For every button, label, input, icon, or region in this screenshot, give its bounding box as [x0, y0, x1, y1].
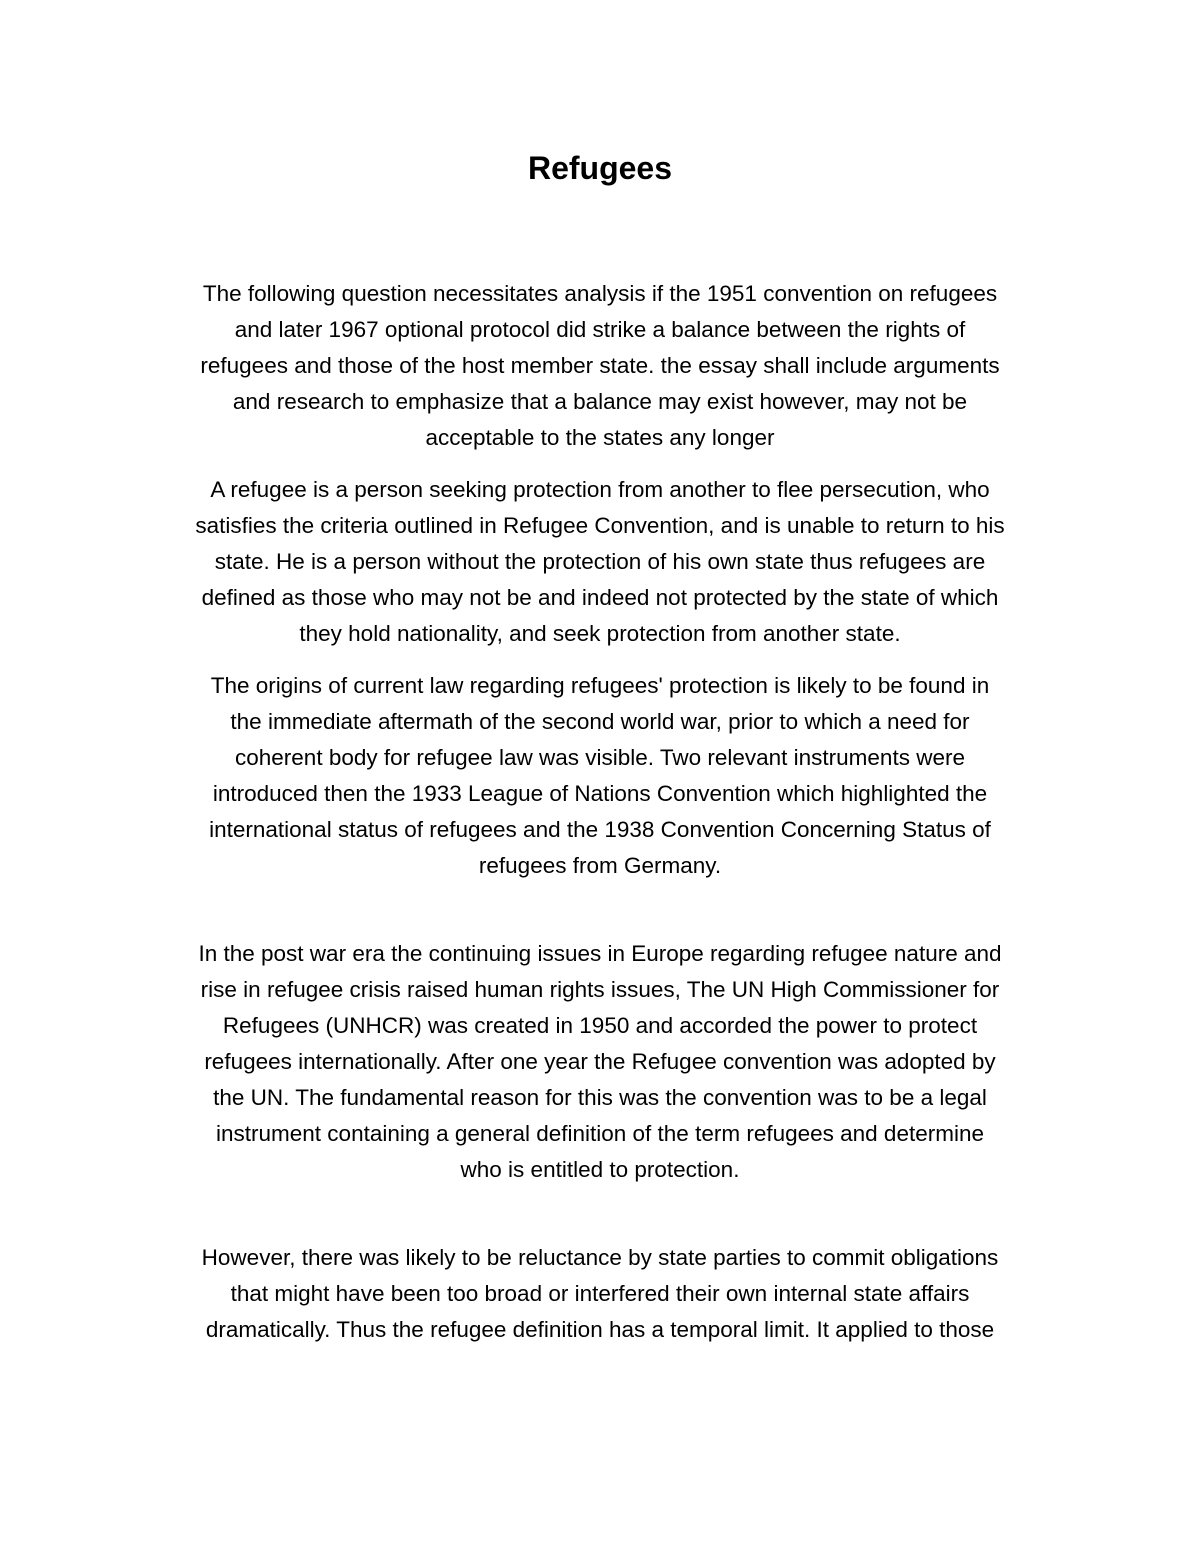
text-line: defined as those who may not be and indeed not protected by the state of which — [201, 585, 999, 610]
text-line: dramatically. Thus the refugee definition has a temporal limit. It applied to those — [205, 1317, 995, 1342]
text-line: the UN. The fundamental reason for this was the convention was to be a legal — [213, 1085, 987, 1110]
text-line: and research to emphasize that a balance may exist however, may not be — [232, 389, 968, 414]
text-line: state. He is a person without the protection of his own state thus refugees are — [214, 549, 986, 574]
text-line: instrument containing a general definition of the term refugees and determine — [216, 1121, 984, 1146]
text-line: A refugee is a person seeking protection from another to flee persecution, who — [210, 477, 990, 502]
text-line: rise in refugee crisis raised human rights issues, The UN High Commissioner for — [200, 977, 1000, 1002]
text-line: refugees from Germany. — [478, 853, 722, 878]
text-line: In the post war era the continuing issues in Europe regarding refugee nature and — [198, 941, 1002, 966]
text-line: who is entitled to protection. — [460, 1157, 740, 1182]
text-line: coherent body for refugee law was visible. Two relevant instruments were — [235, 745, 965, 770]
document-body — [140, 276, 1060, 1348]
text-line: introduced then the 1933 League of Nations Convention which highlighted the — [212, 781, 988, 806]
paragraph-post-war — [140, 936, 1060, 1188]
text-line: acceptable to the states any longer — [425, 425, 775, 450]
text-line: The origins of current law regarding refugees' protection is likely to be found in — [210, 673, 990, 698]
text-line: refugees internationally. After one year the Refugee convention was adopted by — [204, 1049, 996, 1074]
text-line: that might have been too broad or interfered their own internal state affairs — [230, 1281, 970, 1306]
text-line: they hold nationality, and seek protection from another state. — [299, 621, 901, 646]
text-line: Refugees (UNHCR) was created in 1950 and accorded the power to protect — [222, 1013, 978, 1038]
paragraph-intro — [140, 276, 1060, 456]
text-line: satisfies the criteria outlined in Refugee Convention, and is unable to return to his — [195, 513, 1005, 538]
document-title: Refugees — [527, 150, 673, 186]
paragraph-reluctance — [140, 1240, 1060, 1348]
text-line: refugees and those of the host member state. the essay shall include arguments — [200, 353, 1000, 378]
text-line: and later 1967 optional protocol did strike a balance between the rights of — [234, 317, 966, 342]
text-line: international status of refugees and the 1938 Convention Concerning Status of — [209, 817, 991, 842]
text-line: The following question necessitates analysis if the 1951 convention on refugees — [202, 281, 998, 306]
paragraph-definition — [140, 472, 1060, 652]
text-line: the immediate aftermath of the second world war, prior to which a need for — [230, 709, 970, 734]
text-line: However, there was likely to be reluctance by state parties to commit obligations — [201, 1245, 999, 1270]
paragraph-origins — [140, 668, 1060, 884]
